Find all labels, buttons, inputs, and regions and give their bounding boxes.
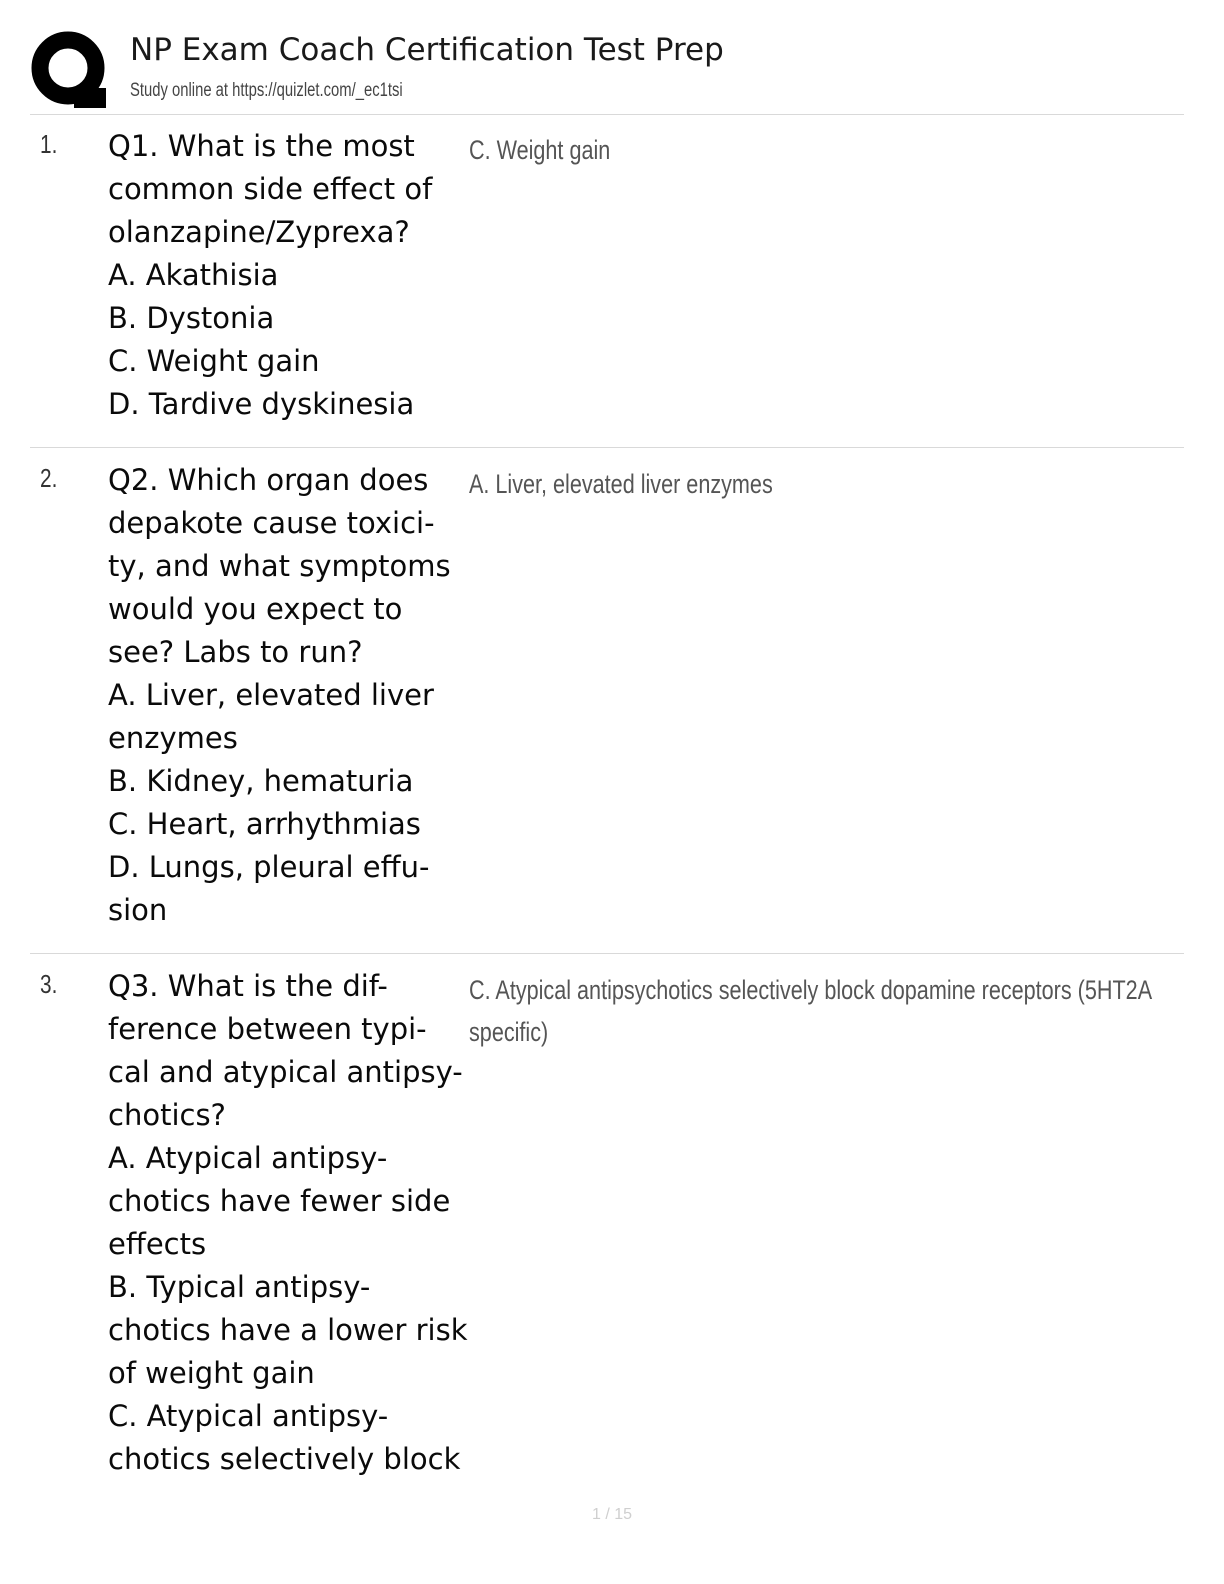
term-line: ference between typi- bbox=[108, 1012, 427, 1046]
flashcard-row bbox=[30, 115, 1184, 448]
term-line: chotics selectively block bbox=[108, 1442, 461, 1476]
term-line: chotics have a lower risk bbox=[108, 1313, 468, 1347]
term-line: chotics? bbox=[108, 1098, 226, 1132]
card-term bbox=[108, 125, 464, 426]
flashcard-row bbox=[30, 449, 1184, 954]
definition-line: specific) bbox=[469, 1017, 549, 1047]
definition-line: C. Weight gain bbox=[469, 135, 611, 165]
page-header bbox=[30, 28, 1184, 115]
card-definition bbox=[469, 463, 1157, 505]
term-line: sion bbox=[108, 893, 168, 927]
term-line: of weight gain bbox=[108, 1356, 315, 1390]
term-line: B. Dystonia bbox=[108, 301, 275, 335]
study-online-link[interactable]: Study online at https://quizlet.com/_ec1tsi bbox=[130, 80, 403, 101]
card-term bbox=[108, 965, 468, 1481]
term-line: Q1. What is the most bbox=[108, 129, 415, 163]
card-definition bbox=[469, 969, 1157, 1053]
term-line: D. Lungs, pleural effu- bbox=[108, 850, 430, 884]
term-line: enzymes bbox=[108, 721, 238, 755]
term-line: C. Weight gain bbox=[108, 344, 320, 378]
card-definition bbox=[469, 129, 1157, 171]
term-line: D. Tardive dyskinesia bbox=[108, 387, 415, 421]
term-line: C. Atypical antipsy- bbox=[108, 1399, 389, 1433]
term-line: ty, and what symptoms bbox=[108, 549, 451, 583]
term-line: B. Typical antipsy- bbox=[108, 1270, 371, 1304]
card-number: 1. bbox=[40, 129, 58, 159]
page-title: NP Exam Coach Certification Test Prep bbox=[130, 32, 724, 68]
card-number: 3. bbox=[40, 969, 58, 999]
term-line: A. Akathisia bbox=[108, 258, 279, 292]
term-line: depakote cause toxici- bbox=[108, 506, 435, 540]
term-line: common side effect of bbox=[108, 172, 433, 206]
term-line: A. Liver, elevated liver bbox=[108, 678, 434, 712]
term-line: olanzapine/Zyprexa? bbox=[108, 215, 410, 249]
definition-line: C. Atypical antipsychotics selectively block dopamine receptors (5HT2A bbox=[469, 975, 1153, 1005]
term-line: A. Atypical antipsy- bbox=[108, 1141, 388, 1175]
term-line: B. Kidney, hematuria bbox=[108, 764, 414, 798]
card-term bbox=[108, 459, 464, 932]
term-line: Q3. What is the dif- bbox=[108, 969, 388, 1003]
quizlet-q-logo-icon bbox=[30, 30, 110, 110]
term-line: Q2. Which organ does bbox=[108, 463, 429, 497]
term-line: C. Heart, arrhythmias bbox=[108, 807, 421, 841]
term-line: cal and atypical antipsy- bbox=[108, 1055, 463, 1089]
term-line: chotics have fewer side bbox=[108, 1184, 451, 1218]
page-indicator: 1 / 15 bbox=[591, 1506, 633, 1523]
definition-line: A. Liver, elevated liver enzymes bbox=[469, 469, 773, 499]
card-number: 2. bbox=[40, 463, 58, 493]
term-line: would you expect to bbox=[108, 592, 403, 626]
term-line: see? Labs to run? bbox=[108, 635, 363, 669]
flashcard-row bbox=[30, 955, 1184, 1495]
term-line: effects bbox=[108, 1227, 207, 1261]
